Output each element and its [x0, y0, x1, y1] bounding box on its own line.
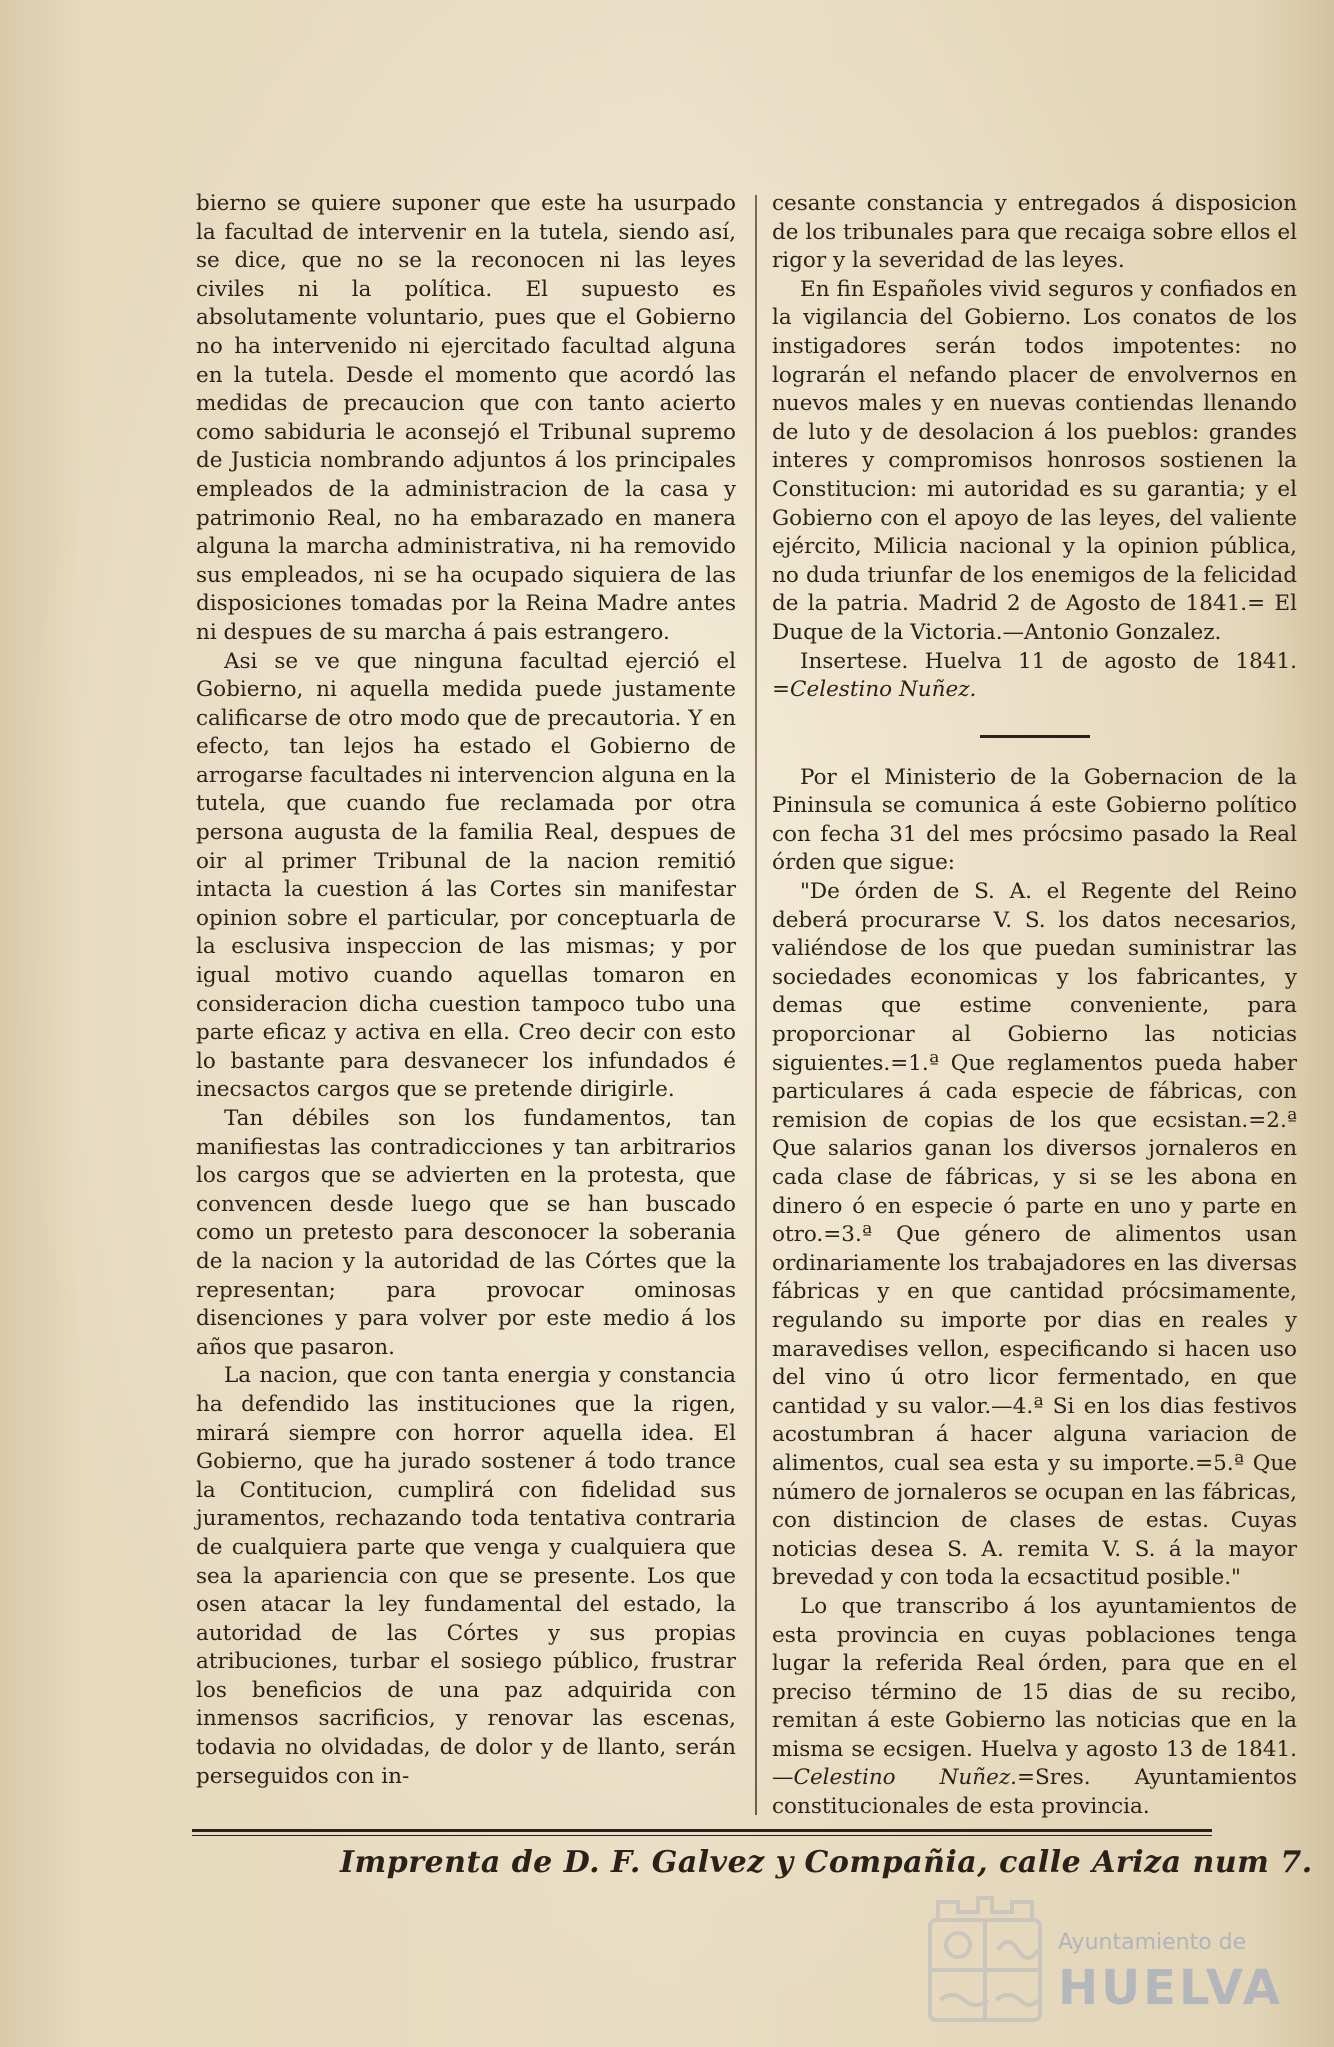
right-paragraph-4: Por el Ministerio de la Gobernacion de la Pininsula se comunica á este Gobierno político con fecha 31 del mes prócsimo pasado la Real órden que sigue:: [772, 764, 1297, 876]
right-paragraph-6: [772, 1593, 1297, 1822]
insertese-line: Insertese. Huelva 11 de agosto de 1841.: [800, 648, 1297, 674]
left-column: [196, 190, 736, 1791]
royal-order-quote: "De órden de S. A. el Regente del Reino deberá procurarse V. S. los datos necesarios, valiéndose de los que puedan suministrar las sociedades economicas y los fabricantes, y demas que estime conveniente, para proporcionar al Gobierno las noticias siguientes.=1.ª Que reglamentos pueda haber particulares á cada especie de fábricas, con remision de copias de los que ecsistan.=2.ª Que salarios ganan los diversos jornaleros en cada clase de fábricas, y si se les abona en dinero ó en especie ó parte en uno y parte en otro.=3.ª Que género de alimentos usan ordinariamente los trabajadores en las diversas fábricas y en que cantidad prócsimamente, regulando su importe por dias en reales y maravedises vellon, especificando si hacen uso del vino ú otro licor fermentado, en que cantidad y su valor.—4.ª Si en los dias festivos acostumbran á hacer alguna variacion de alimentos, cual sea esta y su importe.=5.ª Que número de jornaleros se ocupan en las fábricas, con distincion de clases de estas. Cuyas noticias desea S. A. remita V. S. á la mayor brevedad y con toda la ecsactitud posible.": [772, 879, 1297, 1591]
left-paragraph-1: bierno se quiere suponer que este ha usurpado la facultad de intervenir en la tutela, siendo así, se dice, que no se la reconocen ni las leyes civiles ni la política. El supuesto es absolutamente voluntario, pues que el Gobierno no ha intervenido ni ejercitado facultad alguna en la tutela. Desde el momento que acordó las medidas de precaucion que con tanto acierto como sabiduria le aconsejó el Tribunal supremo de Justicia nombrando adjuntos á los principales empleados de la administracion de la casa y patrimonio Real, no ha embarazado en manera alguna la marcha administrativa, ni ha removido sus empleados, ni se ha ocupado siquiera de las disposiciones tomadas por la Reina Madre antes ni despues de su marcha á pais estrangero.: [196, 191, 736, 645]
footer-rule: [192, 1829, 1212, 1832]
left-paragraph-4: La nacion, que con tanta energia y constancia ha defendido las instituciones que la rigen, mirará siempre con horror aquella idea. El Gobierno, que ha jurado sostener á todo trance la Contitucion, cumplirá con fidelidad sus juramentos, rechazando toda tentativa contraria de cualquiera parte que venga y cualquiera que sea la apariencia con que se presente. Los que osen atacar la ley fundamental del estado, la autoridad de las Córtes y sus propias atribuciones, turbar el sosiego público, frustrar los beneficios de una paz adquirida con inmensos sacrificios, y renovar las escenas, todavia no olvidadas, de dolor y de llanto, serán perseguidos con in-: [196, 1363, 736, 1789]
watermark-line-2: HUELVA: [1058, 1960, 1283, 2016]
signature-celestino-2: Celestino Nuñez.: [793, 1765, 1017, 1791]
addressee-text: =Sres. Ayuntamientos constitucionales de esta provincia.: [772, 1765, 1297, 1820]
right-paragraph-1: cesante constancia y entregados á disposicion de los tribunales para que recaiga sobre ellos el rigor y la severidad de las leyes.: [772, 191, 1297, 274]
signature-celestino: =Celestino Nuñez.: [772, 677, 977, 703]
left-paragraph-2: Asi se ve que ninguna facultad ejerció el Gobierno, ni aquella medida puede justamente calificarse de otro modo que de precautoria. Y en efecto, tan lejos ha estado el Gobierno de arrogarse facultades ni intervencion alguna en la tutela, que cuando fue reclamada por otra persona augusta de la familia Real, despues de oir al primer Tribunal de la nacion remitió intacta la cuestion á las Cortes sin manifestar opinion sobre el particular, por conceptuarla de la esclusiva inspeccion de las mismas; y por igual motivo cuando aquellas tomaron en consideracion dicha cuestion tampoco tubo una parte eficaz y activa en ella. Creo decir con esto lo bastante para desvanecer los infundados é inecsactos cargos que se pretende dirigirle.: [196, 648, 736, 1103]
footer-rule-thin: [192, 1835, 1212, 1836]
printer-imprint: Imprenta de D. F. Galvez y Compañia, calle Ariza num 7.: [340, 1845, 1313, 1880]
right-column: [772, 190, 1297, 1822]
right-paragraph-3: [772, 648, 1297, 705]
watermark-line-1: Ayuntamiento de: [1058, 1930, 1247, 1955]
section-rule: [980, 735, 1090, 738]
transcribo-text: Lo que transcribo á los ayuntamientos de esta provincia en cuyas poblaciones tenga lugar la referida Real órden, para que en el preciso término de 15 dias de su recibo, remitan á este Gobierno las noticias que en la misma se ecsigen. Huelva y agosto 13 de 1841.—: [772, 1593, 1297, 1791]
left-paragraph-3: Tan débiles son los fundamentos, tan manifiestas las contradicciones y tan arbitrarios los cargos que se advierten en la protesta, que convencen desde luego que se han buscado como un pretesto para desconocer la soberania de la nacion y la autoridad de las Córtes que la representan; para provocar ominosas disenciones y para volver por este medio á los años que pasaron.: [196, 1106, 736, 1360]
column-divider: [755, 195, 757, 1815]
right-paragraph-2: En fin Españoles vivid seguros y confiados en la vigilancia del Gobierno. Los conatos de los instigadores serán todos impotentes: no lograrán el nefando placer de envolvernos en nuevos males y en nuevas contiendas llenando de luto y de desolacion á los pueblos: grandes interes y compromisos honrosos sostienen la Constitucion: mi autoridad es su garantia; y el Gobierno con el apoyo de las leyes, del valiente ejército, Milicia nacional y la opinion pública, no duda triunfar de los enemigos de la felicidad de la patria. Madrid 2 de Agosto de 1841.= El Duque de la Victoria.—Antonio Gonzalez.: [772, 276, 1297, 645]
